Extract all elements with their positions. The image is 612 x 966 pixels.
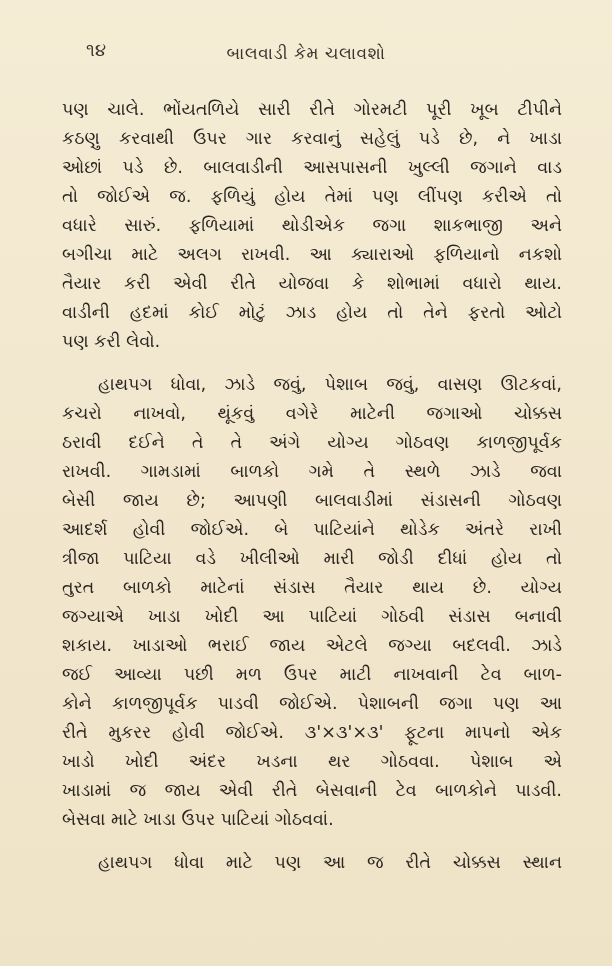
text-line: કચરો નાખવો, થૂંકવું વગેરે માટેની જગાઓ ચોક્કસ bbox=[62, 404, 562, 424]
text-line: બેસી જાય છે; આપણી બાલવાડીમાં સંડાસની ગોઠવણ bbox=[62, 491, 562, 511]
text-line: જઈ આવ્યા પછી મળ ઉપર માટી નાખવાની ટેવ બાળ- bbox=[62, 665, 562, 685]
text-line: કઠણુ કરવાથી ઉપર ગાર કરવાનું સહેલું પડે છે, ને ખાડા bbox=[62, 129, 562, 149]
text-line: જગ્યાએ ખાડા ખોદી આ પાટિયાં ગોઠવી સંડાસ બનાવી bbox=[62, 607, 562, 627]
text-line: પણ ચાલે. ભોંયતળિયે સારી રીતે ગોરમટી પૂરી ખૂબ ટીપીને bbox=[62, 100, 562, 120]
paragraph-1 bbox=[62, 96, 562, 357]
text-line: તુરત બાળકો માટેનાં સંડાસ તૈયાર થાય છે. યોગ્ય bbox=[62, 578, 562, 598]
text-line: વધારે સારું. ફળિયામાં થોડીએક જગા શાકભાજી અને bbox=[62, 216, 562, 236]
text-line: ઠરાવી દઈને તે તે અંગે યોગ્ય ગોઠવણ કાળજીપૂર્વક bbox=[62, 433, 562, 453]
page-header bbox=[0, 40, 612, 70]
text-line: તો જોઈએ જ. ફળિયું હોય તેમાં પણ લીંપણ કરીએ તો bbox=[62, 187, 562, 207]
text-line: વાડીની હદમાં કોઈ મોટું ઝાડ હોય તો તેને ફરતો ઓટો bbox=[62, 303, 562, 323]
text-line: બગીચા માટે અલગ રાખવી. આ ક્યારાઓ ફળિયાનો નકશો bbox=[62, 245, 562, 265]
paragraph-3 bbox=[62, 849, 562, 878]
text-line: રીતે મુકરર હોવી જોઈએ. ૩'×૩'×૩' ફૂટના માપનો એક bbox=[62, 723, 562, 743]
text-line: પણ કરી લેવો. bbox=[62, 332, 161, 352]
text-line: હાથપગ ધોવા માટે પણ આ જ રીતે ચોક્કસ સ્થાન bbox=[98, 853, 562, 873]
paragraph-2 bbox=[62, 371, 562, 835]
text-line: તૈયાર કરી એવી રીતે યોજવા કે શોભામાં વધારો થાય. bbox=[62, 274, 562, 294]
running-title: બાલવાડી કેમ ચલાવશો bbox=[226, 44, 386, 64]
body-text bbox=[62, 96, 562, 892]
text-line: આદર્શ હોવી જોઈએ. બે પાટિયાંને થોડેક અંતરે રાખી bbox=[62, 520, 562, 540]
text-line: ત્રીજા પાટિયા વડે ખીલીઓ મારી જોડી દીધાં હોય તો bbox=[62, 549, 562, 569]
page-number: ૧૪ bbox=[86, 40, 106, 61]
text-line: હાથપગ ધોવા, ઝાડે જવું, પેશાબ જવું, વાસણ ઊટકવાં, bbox=[98, 375, 562, 395]
text-line: ઓછાં પડે છે. બાલવાડીની આસપાસની ખુલ્લી જગાને વાડ bbox=[62, 158, 562, 178]
text-line: રાખવી. ગામડામાં બાળકો ગમે તે સ્થળે ઝાડે જવા bbox=[62, 462, 562, 482]
text-line: બેસવા માટે ખાડા ઉપર પાટિયાં ગોઠવવાં. bbox=[62, 810, 334, 830]
text-line: શકાય. ખાડાઓ ભરાઈ જાય એટલે જગ્યા બદલવી. ઝાડે bbox=[62, 636, 562, 656]
text-line: ખાડો ખોદી અંદર ખડના થર ગોઠવવા. પેશાબ એ bbox=[62, 752, 562, 772]
text-line: ખાડામાં જ જાય એવી રીતે બેસવાની ટેવ બાળકોને પાડવી. bbox=[62, 781, 562, 801]
text-line: કોને કાળજીપૂર્વક પાડવી જોઈએ. પેશાબની જગા પણ આ bbox=[62, 694, 562, 714]
